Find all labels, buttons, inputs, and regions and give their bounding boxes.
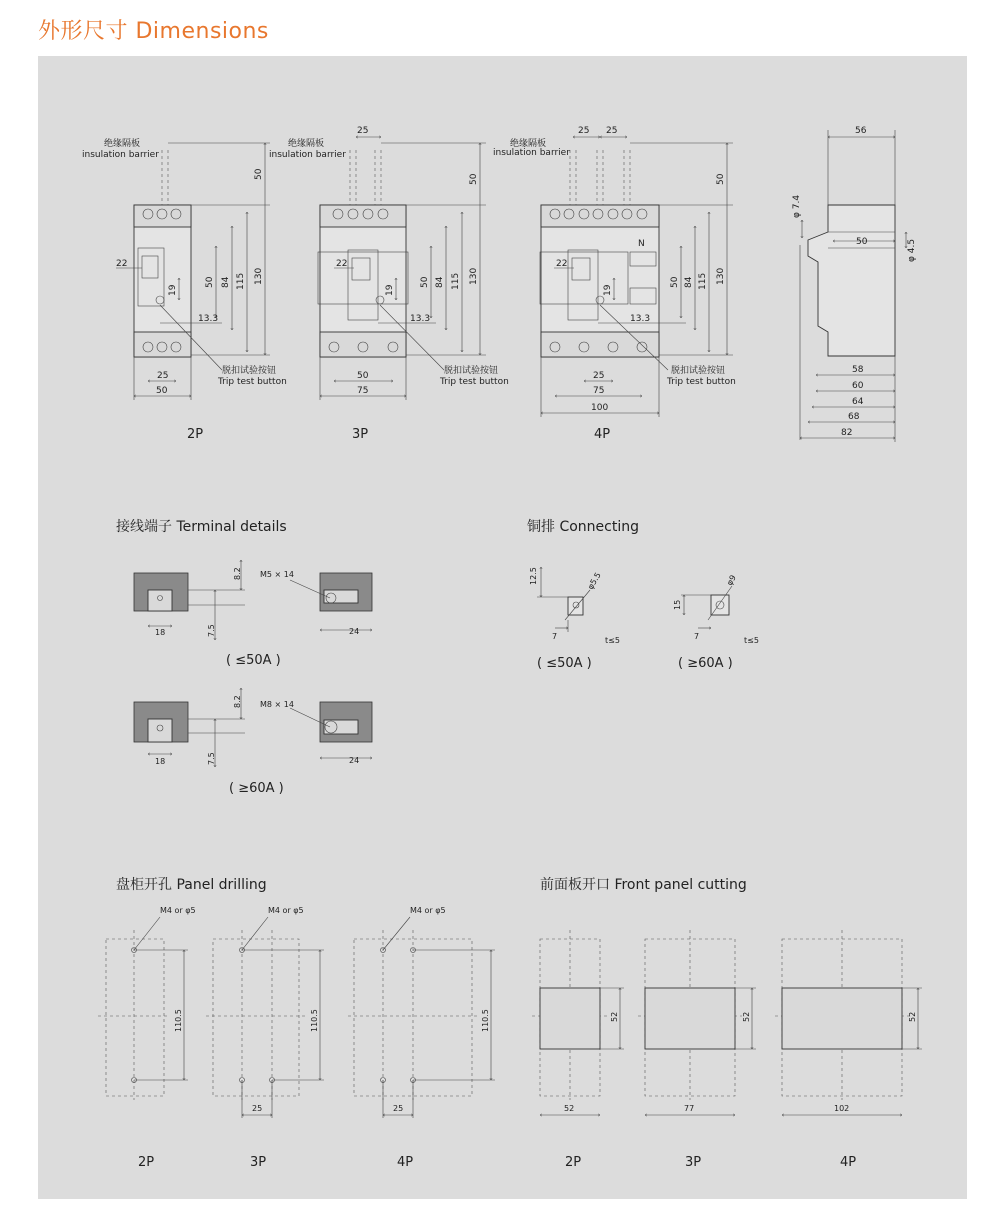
dim-4p-22: 22 [556, 259, 568, 269]
dim-3p-19: 19 [385, 284, 395, 296]
drill-3p-hole: M4 or φ5 [268, 906, 304, 915]
connecting-heading: 铜排 Connecting [527, 519, 639, 535]
cut-4p-h: 52 [908, 1011, 917, 1022]
label-4p: 4P [594, 427, 611, 442]
insulation-en-3p: insulation barrier [269, 150, 346, 160]
page-title: 外形尺寸 Dimensions [38, 19, 269, 44]
ta-screw: M5 × 14 [260, 570, 294, 579]
trip-cn-2p: 脱扣试验按钮 [222, 366, 277, 376]
dim-4p-25w: 25 [593, 371, 605, 381]
drill-4p-hole: M4 or φ5 [410, 906, 446, 915]
dim-2p-50: 50 [254, 168, 264, 180]
tb-18: 18 [155, 757, 166, 766]
tb-24: 24 [349, 756, 360, 765]
dim-4p-25b: 25 [606, 126, 618, 136]
front-panel-cutting [532, 876, 922, 1170]
drill-2p-label: 2P [138, 1155, 155, 1170]
dim-2p-115: 115 [236, 272, 246, 290]
dim-2p-19: 19 [168, 284, 178, 296]
dim-2p-22: 22 [116, 259, 128, 269]
tb-75: 7.5 [207, 752, 216, 765]
cut-4p-w: 102 [834, 1104, 850, 1113]
ca-7: 7 [552, 632, 558, 641]
insulation-cn-4p: 绝缘隔板 [510, 139, 547, 149]
dim-4p-50b: 50 [670, 276, 680, 288]
cut-3p-h: 52 [742, 1011, 751, 1022]
dim-4p-19: 19 [603, 284, 613, 296]
drill-3p-h: 110.5 [310, 1009, 319, 1032]
drill-3p-label: 3P [250, 1155, 267, 1170]
label-3p: 3P [352, 427, 369, 442]
dimension-labels [82, 126, 917, 442]
ta-75: 7.5 [207, 624, 216, 637]
cb-15: 15 [673, 599, 682, 610]
cut-2p-w: 52 [564, 1104, 575, 1113]
trip-cn-3p: 脱扣试验按钮 [444, 366, 499, 376]
cut-2p-label: 2P [565, 1155, 582, 1170]
dim-3p-22: 22 [336, 259, 348, 269]
dim-4p-50: 50 [716, 173, 726, 185]
cut-3p-label: 3P [685, 1155, 702, 1170]
dim-3p-50w: 50 [357, 371, 369, 381]
ta-18: 18 [155, 628, 166, 637]
connecting-details [527, 518, 759, 671]
dim-side-64: 64 [852, 397, 864, 407]
drill-4p-w: 25 [393, 1104, 404, 1113]
drill-2p-h: 110.5 [174, 1009, 183, 1032]
dim-3p-130: 130 [469, 267, 479, 285]
dim-2p-50b: 50 [205, 276, 215, 288]
drill-3p-w: 25 [252, 1104, 263, 1113]
dim-4p-84: 84 [684, 276, 694, 288]
dim-2p-50w: 50 [156, 386, 168, 396]
panel-drilling [98, 876, 495, 1170]
dim-4p-75: 75 [593, 386, 605, 396]
tb-82: 8.2 [233, 695, 242, 708]
dim-3p-50: 50 [469, 173, 479, 185]
dim-3p-75: 75 [357, 386, 369, 396]
cb-7: 7 [694, 632, 700, 641]
insulation-cn-2p: 绝缘隔板 [104, 139, 141, 149]
dim-side-50: 50 [856, 237, 868, 247]
dim-side-82: 82 [841, 428, 853, 438]
insulation-en-4p: insulation barrier [493, 148, 570, 158]
trip-en-3p: Trip test button [440, 377, 509, 387]
dim-2p-84: 84 [221, 276, 231, 288]
trip-en-2p: Trip test button [218, 377, 287, 387]
ca-t: t≤5 [605, 636, 620, 645]
dim-2p-130: 130 [254, 267, 264, 285]
ca-125: 12.5 [529, 567, 538, 585]
insulation-cn-3p: 绝缘隔板 [288, 139, 325, 149]
drill-2p-hole: M4 or φ5 [160, 906, 196, 915]
dim-side-45: φ 4.5 [907, 238, 917, 262]
dim-2p-13: 13.3 [198, 314, 219, 324]
terminal-details [116, 518, 372, 796]
cb-t: t≤5 [744, 636, 759, 645]
breaker-2p-front [116, 143, 270, 400]
breaker-side-view [800, 130, 906, 442]
terminal-heading: 接线端子 Terminal details [116, 519, 287, 535]
ta-82: 8.2 [233, 567, 242, 580]
dim-side-58: 58 [852, 365, 864, 375]
drill-4p-h: 110.5 [481, 1009, 490, 1032]
drill-4p-label: 4P [397, 1155, 414, 1170]
ca-caption: ( ≤50A ) [537, 656, 592, 671]
dim-4p-115: 115 [698, 272, 708, 290]
cut-3p-w: 77 [684, 1104, 695, 1113]
trip-en-4p: Trip test button [667, 377, 736, 387]
drilling-heading: 盘柜开孔 Panel drilling [116, 877, 267, 893]
dim-side-68: 68 [848, 412, 860, 422]
dim-side-60: 60 [852, 381, 864, 391]
trip-cn-4p: 脱扣试验按钮 [671, 366, 726, 376]
ca-phi: φ5.5 [585, 570, 603, 591]
tb-caption: ( ≥60A ) [229, 781, 284, 796]
cb-caption: ( ≥60A ) [678, 656, 733, 671]
ta-caption: ( ≤50A ) [226, 653, 281, 668]
dim-3p-50b: 50 [420, 276, 430, 288]
dim-3p-115: 115 [451, 272, 461, 290]
dim-3p-25: 25 [357, 126, 369, 136]
tb-screw: M8 × 14 [260, 700, 294, 709]
dim-4p-25a: 25 [578, 126, 590, 136]
cut-4p-label: 4P [840, 1155, 857, 1170]
dim-2p-25: 25 [157, 371, 169, 381]
dim-3p-84: 84 [435, 276, 445, 288]
cutting-heading: 前面板开口 Front panel cutting [540, 877, 747, 893]
cb-phi: φ9 [724, 573, 738, 587]
ta-24: 24 [349, 627, 360, 636]
dim-4p-130: 130 [716, 267, 726, 285]
dim-4p-13: 13.3 [630, 314, 651, 324]
insulation-en-2p: insulation barrier [82, 150, 159, 160]
dim-side-56: 56 [855, 126, 867, 136]
label-2p: 2P [187, 427, 204, 442]
dim-side-74: φ 7.4 [792, 194, 802, 218]
cut-2p-h: 52 [610, 1011, 619, 1022]
dim-4p-100: 100 [591, 403, 609, 413]
neutral-label: N [638, 239, 645, 249]
dim-3p-13: 13.3 [410, 314, 431, 324]
